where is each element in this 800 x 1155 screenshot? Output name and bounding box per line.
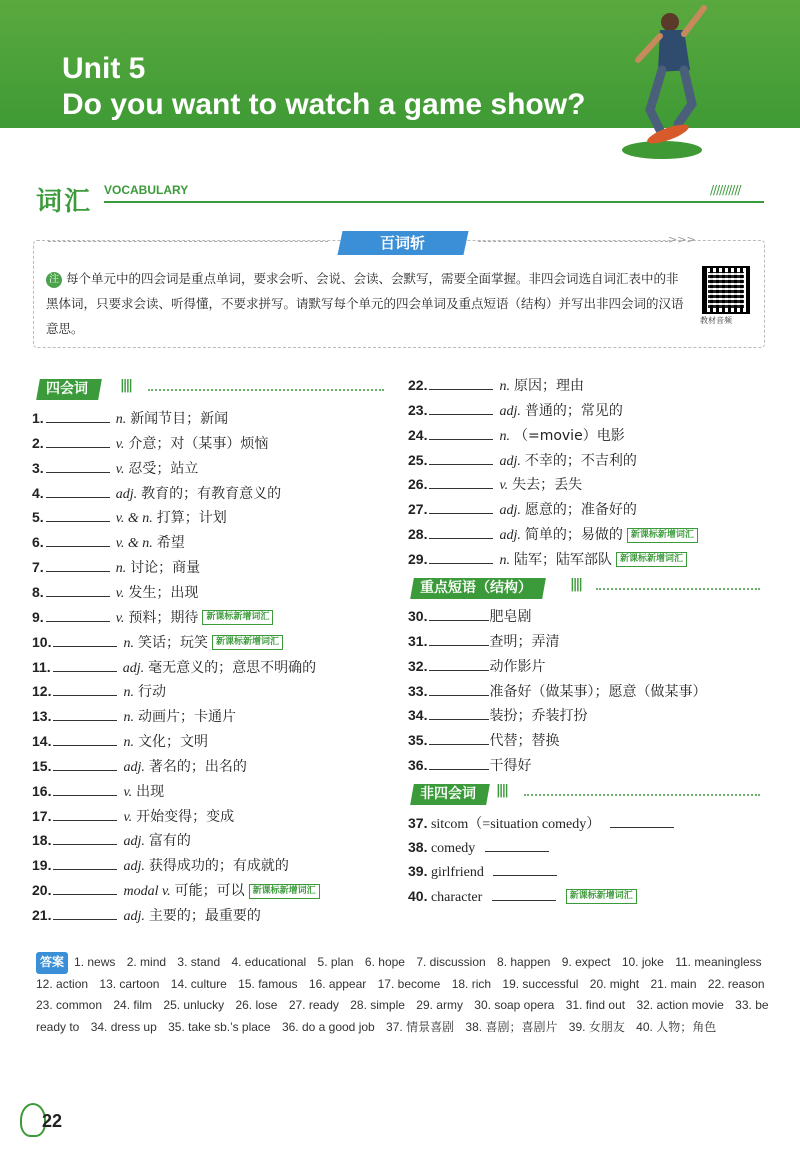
phrase-item (408, 605, 531, 625)
part-of-speech: v. & n. (115, 511, 153, 527)
answer-items (36, 955, 773, 1034)
answer-blank-input[interactable] (429, 754, 489, 770)
item-number: 28. (408, 526, 428, 543)
section-bars-icon: |||| (120, 378, 131, 393)
new-word-badge: 新课标新增词汇 (616, 552, 687, 567)
note-title: 百词斩 (380, 234, 426, 252)
part-of-speech: n. (499, 379, 510, 394)
word-item (32, 556, 200, 576)
answer-blank-input[interactable] (46, 606, 110, 622)
part-of-speech: v. (499, 478, 509, 494)
section-four-skill-label: 四会词 (46, 381, 88, 397)
answer-blank-input[interactable] (492, 885, 556, 901)
phrase-item (408, 704, 587, 724)
item-number: 30. (408, 608, 428, 624)
phrase-item (408, 680, 706, 700)
part-of-speech: v. (115, 461, 125, 477)
answer-blank-input[interactable] (429, 424, 493, 440)
meaning-text: 干得好 (489, 758, 532, 775)
item-number: 2. (32, 434, 44, 451)
answer-item: 32. action movie (636, 998, 724, 1012)
item-number: 4. (32, 484, 44, 501)
meaning-text: 陆军；陆军部队 (513, 551, 612, 568)
word-item (32, 432, 268, 452)
section-bars-icon: |||| (570, 577, 581, 592)
word-item (32, 904, 261, 924)
phrase-item (408, 729, 559, 749)
answer-blank-input[interactable] (429, 449, 493, 465)
part-of-speech: n. (499, 428, 510, 444)
answer-item: 27. ready (288, 998, 339, 1012)
meaning-text: 代替；替换 (489, 733, 560, 750)
item-number: 34. (408, 707, 428, 724)
answer-key (36, 952, 776, 1038)
meaning-text: 获得成功的；有成就的 (148, 858, 289, 875)
word-item (32, 482, 281, 502)
answer-item: 40. 人物；角色 (636, 1019, 717, 1034)
answer-item: 9. expect (561, 955, 611, 969)
item-number: 27. (408, 501, 428, 518)
answer-blank-input[interactable] (429, 498, 493, 514)
item-number: 17. (32, 807, 52, 824)
answer-blank-input[interactable] (429, 605, 489, 621)
item-number: 12. (32, 683, 52, 700)
section-non-four-tag (410, 784, 490, 805)
item-number: 10. (32, 633, 52, 650)
item-number: 6. (32, 534, 44, 551)
item-number: 38. (408, 839, 428, 856)
answer-item: 39. 女朋友 (568, 1019, 625, 1034)
word-item (32, 457, 198, 477)
meaning-text: 讨论；商量 (130, 560, 201, 577)
item-number: 24. (408, 426, 428, 443)
item-number: 36. (408, 757, 428, 774)
phrase-item (408, 630, 559, 650)
word-item (32, 780, 164, 800)
meaning-text: （=movie）电影 (513, 427, 625, 444)
answer-blank-input[interactable] (429, 548, 493, 564)
item-number: 35. (408, 732, 428, 749)
word-item (32, 854, 289, 874)
meaning-text: 开始变得；变成 (136, 808, 235, 825)
new-word-badge: 新课标新增词汇 (249, 884, 320, 899)
item-number: 23. (408, 401, 428, 418)
section-dots (524, 794, 760, 797)
answer-item: 15. famous (238, 976, 298, 991)
part-of-speech: adj. (123, 859, 145, 875)
part-of-speech: adj. (122, 660, 145, 676)
vocabulary-en-title: VOCABULARY (104, 183, 189, 197)
chevron-right-icon: >>> (668, 233, 696, 246)
answer-item: 38. 喜剧；喜剧片 (465, 1019, 558, 1034)
answer-item: 12. action (36, 976, 89, 991)
answer-blank-input[interactable] (53, 631, 117, 647)
meaning-text: 笑话；玩笑 (137, 634, 208, 651)
meaning-text: 可能；可以 (174, 883, 245, 900)
item-number: 26. (408, 476, 428, 493)
section-four-skill-tag (36, 379, 102, 400)
word-item (32, 755, 247, 775)
meaning-text: 准备好（做某事）；愿意（做某事） (489, 683, 707, 700)
non-four-item (408, 812, 680, 832)
answer-item: 24. film (113, 998, 153, 1012)
item-number: 32. (408, 657, 428, 674)
meaning-text: 简单的；易做的 (524, 527, 623, 544)
part-of-speech: adj. (123, 909, 145, 924)
answer-blank-input[interactable] (53, 904, 117, 920)
answer-item: 25. unlucky (163, 998, 225, 1012)
word-item (408, 523, 698, 543)
item-number: 33. (408, 682, 428, 699)
meaning-text: 教育的；有教育意义的 (141, 485, 282, 502)
answer-item: 5. plan (317, 955, 354, 969)
item-number: 40. (408, 887, 428, 904)
answer-blank-input[interactable] (485, 836, 549, 852)
answer-blank-input[interactable] (493, 860, 557, 876)
answer-item: 8. happen (497, 955, 551, 969)
answer-blank-input[interactable] (53, 829, 117, 845)
item-number: 16. (32, 782, 52, 799)
part-of-speech: v. (123, 784, 133, 800)
word-item (408, 374, 584, 394)
word-item (32, 506, 227, 526)
word-item (32, 407, 228, 427)
answer-blank-input[interactable] (429, 473, 493, 489)
meaning-text: 愿意的；准备好的 (524, 502, 637, 519)
word-item (408, 473, 582, 493)
section-dots (596, 588, 760, 591)
answer-blank-input[interactable] (53, 854, 117, 870)
section-non-four-label: 非四会词 (420, 786, 476, 802)
english-word: comedy (427, 841, 479, 857)
meaning-text: 失去；丢失 (512, 477, 583, 494)
part-of-speech: n. (115, 412, 127, 427)
meaning-text: 主要的；最重要的 (148, 908, 261, 924)
english-word: character (427, 889, 486, 905)
answer-item: 7. discussion (416, 955, 486, 969)
answer-blank-input[interactable] (53, 879, 117, 895)
meaning-text: 预料；期待 (128, 609, 199, 626)
item-number: 20. (32, 882, 52, 899)
answer-blank-input[interactable] (53, 730, 117, 746)
item-number: 7. (32, 559, 44, 576)
word-item (32, 705, 236, 725)
part-of-speech: n. (123, 685, 134, 701)
word-item (32, 805, 234, 825)
answer-item: 36. do a good job (281, 1019, 375, 1034)
meaning-text: 动作影片 (489, 658, 546, 675)
answer-item: 13. cartoon (99, 976, 160, 991)
answer-tag: 答案 (36, 952, 68, 974)
section-phrases-tag (410, 578, 546, 599)
non-four-item (408, 836, 555, 856)
meaning-text: 原因；理由 (513, 378, 584, 394)
item-number: 15. (32, 757, 52, 774)
item-number: 13. (32, 708, 52, 725)
new-word-badge: 新课标新增词汇 (566, 889, 637, 904)
part-of-speech: n. (123, 710, 134, 726)
word-item (408, 399, 623, 419)
answer-item: 29. army (416, 998, 463, 1012)
answer-item: 26. lose (235, 998, 278, 1012)
answer-blank-input[interactable] (46, 407, 110, 423)
divider-left (48, 241, 328, 243)
divider-right (478, 241, 668, 243)
unit-title: Do you want to watch a game show? (62, 88, 586, 121)
answer-item: 30. soap opera (474, 998, 555, 1012)
answer-blank-input[interactable] (53, 705, 117, 721)
item-number: 37. (408, 815, 428, 831)
new-word-badge: 新课标新增词汇 (627, 528, 698, 543)
qr-code-icon[interactable] (702, 266, 750, 314)
item-number: 21. (32, 907, 52, 923)
header-slashes: ////////// (710, 183, 741, 197)
answer-blank-input[interactable] (429, 704, 489, 720)
skateboarder-illustration (600, 0, 800, 165)
word-item (32, 656, 316, 676)
answer-blank-input[interactable] (53, 805, 117, 821)
word-item (408, 424, 625, 444)
answer-blank-input[interactable] (46, 531, 110, 547)
answer-blank-input[interactable] (53, 680, 117, 696)
word-item (408, 449, 637, 469)
answer-blank-input[interactable] (46, 432, 110, 448)
word-item (32, 631, 283, 651)
answer-item: 33. be ready to (36, 998, 769, 1034)
part-of-speech: v. (115, 436, 125, 452)
part-of-speech: adj. (499, 403, 521, 419)
note-title-tag (337, 231, 468, 255)
part-of-speech: modal v. (123, 884, 171, 900)
english-word: sitcom（=situation comedy） (427, 817, 604, 832)
section-dots (148, 389, 384, 392)
meaning-text: 装扮；乔装打扮 (489, 708, 588, 725)
meaning-text: 著名的；出名的 (148, 758, 247, 775)
item-number: 18. (32, 832, 52, 849)
answer-item: 18. rich (451, 976, 492, 991)
section-bars-icon: |||| (496, 783, 507, 798)
page-number-block (18, 1103, 66, 1139)
part-of-speech: n. (123, 735, 134, 751)
answer-blank-input[interactable] (429, 680, 489, 696)
item-number: 8. (32, 583, 44, 600)
page-number: 22 (42, 1111, 63, 1131)
qr-label: 教材音频 (700, 316, 732, 325)
item-number: 5. (32, 509, 44, 526)
answer-item: 31. find out (565, 998, 626, 1012)
word-item (32, 879, 320, 899)
word-item (32, 606, 273, 626)
meaning-text: 肥皂剧 (489, 609, 532, 625)
instruction-text (46, 266, 686, 341)
item-number: 31. (408, 632, 428, 649)
header-rule (104, 201, 764, 203)
answer-item: 35. take sb.’s place (168, 1019, 271, 1034)
new-word-badge: 新课标新增词汇 (202, 610, 273, 625)
answer-blank-input[interactable] (53, 780, 117, 796)
answer-item: 10. joke (621, 955, 664, 969)
meaning-text: 毫无意义的；意思不明确的 (148, 659, 317, 676)
phrase-item (408, 655, 545, 675)
part-of-speech: n. (123, 635, 134, 651)
word-item (32, 531, 185, 551)
answer-blank-input[interactable] (53, 755, 117, 771)
phrase-item (408, 754, 531, 774)
answer-blank-input[interactable] (53, 656, 117, 672)
meaning-text: 文化；文明 (137, 734, 208, 751)
non-four-item (408, 860, 563, 880)
part-of-speech: n. (499, 552, 510, 568)
answer-item: 14. culture (170, 976, 227, 991)
part-of-speech: adj. (115, 486, 138, 502)
meaning-text: 新闻节目；新闻 (130, 411, 229, 427)
answer-item: 20. might (589, 976, 640, 991)
part-of-speech: adj. (123, 834, 145, 850)
part-of-speech: adj. (499, 503, 521, 519)
word-item (408, 548, 687, 568)
answer-blank-input[interactable] (46, 556, 110, 572)
answer-item: 17. become (377, 976, 441, 991)
answer-blank-input[interactable] (429, 399, 493, 415)
meaning-text: 出现 (136, 783, 165, 800)
answer-item: 23. common (36, 998, 103, 1012)
answer-item: 11. meaningless (675, 955, 762, 969)
meaning-text: 不幸的；不吉利的 (524, 452, 637, 469)
note-icon: 注 (46, 272, 62, 288)
answer-item: 19. successful (502, 976, 579, 991)
answer-blank-input[interactable] (429, 655, 489, 671)
answer-item: 28. simple (350, 998, 405, 1012)
answer-item: 21. main (650, 976, 697, 991)
vocabulary-cn-title: 词汇 (36, 187, 93, 217)
answer-blank-input[interactable] (610, 812, 674, 828)
word-item (408, 498, 637, 518)
part-of-speech: v. (115, 610, 125, 626)
part-of-speech: v. (123, 809, 133, 825)
meaning-text: 富有的 (148, 833, 191, 850)
word-item (32, 581, 198, 601)
answer-blank-input[interactable] (46, 482, 110, 498)
word-item (32, 680, 166, 700)
non-four-item (408, 885, 637, 905)
meaning-text: 打算；计划 (156, 510, 227, 527)
answer-item: 2. mind (126, 955, 167, 969)
item-number: 14. (32, 733, 52, 750)
answer-item: 22. reason (707, 976, 765, 991)
answer-blank-input[interactable] (46, 581, 110, 597)
section-phrases-label: 重点短语（结构） (420, 580, 532, 596)
answer-item: 1. news (74, 955, 116, 969)
item-number: 22. (408, 377, 428, 393)
answer-item: 16. appear (308, 976, 367, 991)
meaning-text: 希望 (156, 535, 185, 552)
item-number: 25. (408, 451, 428, 468)
part-of-speech: adj. (123, 759, 145, 775)
meaning-text: 行动 (137, 684, 166, 701)
answer-blank-input[interactable] (46, 457, 110, 473)
meaning-text: 发生；出现 (128, 584, 199, 601)
item-number: 9. (32, 608, 44, 625)
answer-item: 4. educational (231, 955, 307, 969)
answer-blank-input[interactable] (46, 506, 110, 522)
part-of-speech: v. (115, 585, 125, 601)
answer-item: 34. dress up (90, 1019, 157, 1034)
item-number: 19. (32, 857, 52, 874)
meaning-text: 介意；对（某事）烦恼 (128, 435, 269, 452)
word-item (32, 829, 191, 849)
new-word-badge: 新课标新增词汇 (212, 635, 283, 650)
instruction-body: 每个单元中的四会词是重点单词，要求会听、会说、会读、会默写，需要全面掌握。非四会词选自词汇表中的非黑体词，只要求会读、听得懂，不要求拼写。请默写每个单元的四会单词及重点短语（结构）并写出非四会词的汉语意思。 (46, 271, 684, 336)
answer-item: 3. stand (177, 955, 221, 969)
unit-label: Unit 5 (62, 52, 146, 85)
part-of-speech: adj. (499, 528, 521, 544)
item-number: 1. (32, 410, 44, 426)
vocabulary-header (30, 175, 770, 215)
item-number: 39. (408, 863, 428, 880)
answer-item: 37. 情景喜剧 (386, 1019, 455, 1034)
answer-item: 6. hope (364, 955, 405, 969)
part-of-speech: adj. (499, 453, 521, 469)
meaning-text: 忍受；站立 (128, 460, 199, 477)
part-of-speech: v. & n. (115, 536, 153, 552)
answer-blank-input[interactable] (429, 523, 493, 539)
meaning-text: 动画片；卡通片 (137, 709, 236, 726)
item-number: 11. (32, 658, 51, 675)
answer-blank-input[interactable] (429, 374, 493, 390)
item-number: 29. (408, 550, 428, 567)
meaning-text: 普通的；常见的 (524, 402, 623, 419)
item-number: 3. (32, 459, 44, 476)
word-item (32, 730, 208, 750)
meaning-text: 查明；弄清 (489, 633, 560, 650)
answer-blank-input[interactable] (429, 729, 489, 745)
english-word: girlfriend (427, 865, 488, 881)
answer-blank-input[interactable] (429, 630, 489, 646)
part-of-speech: n. (115, 561, 127, 577)
